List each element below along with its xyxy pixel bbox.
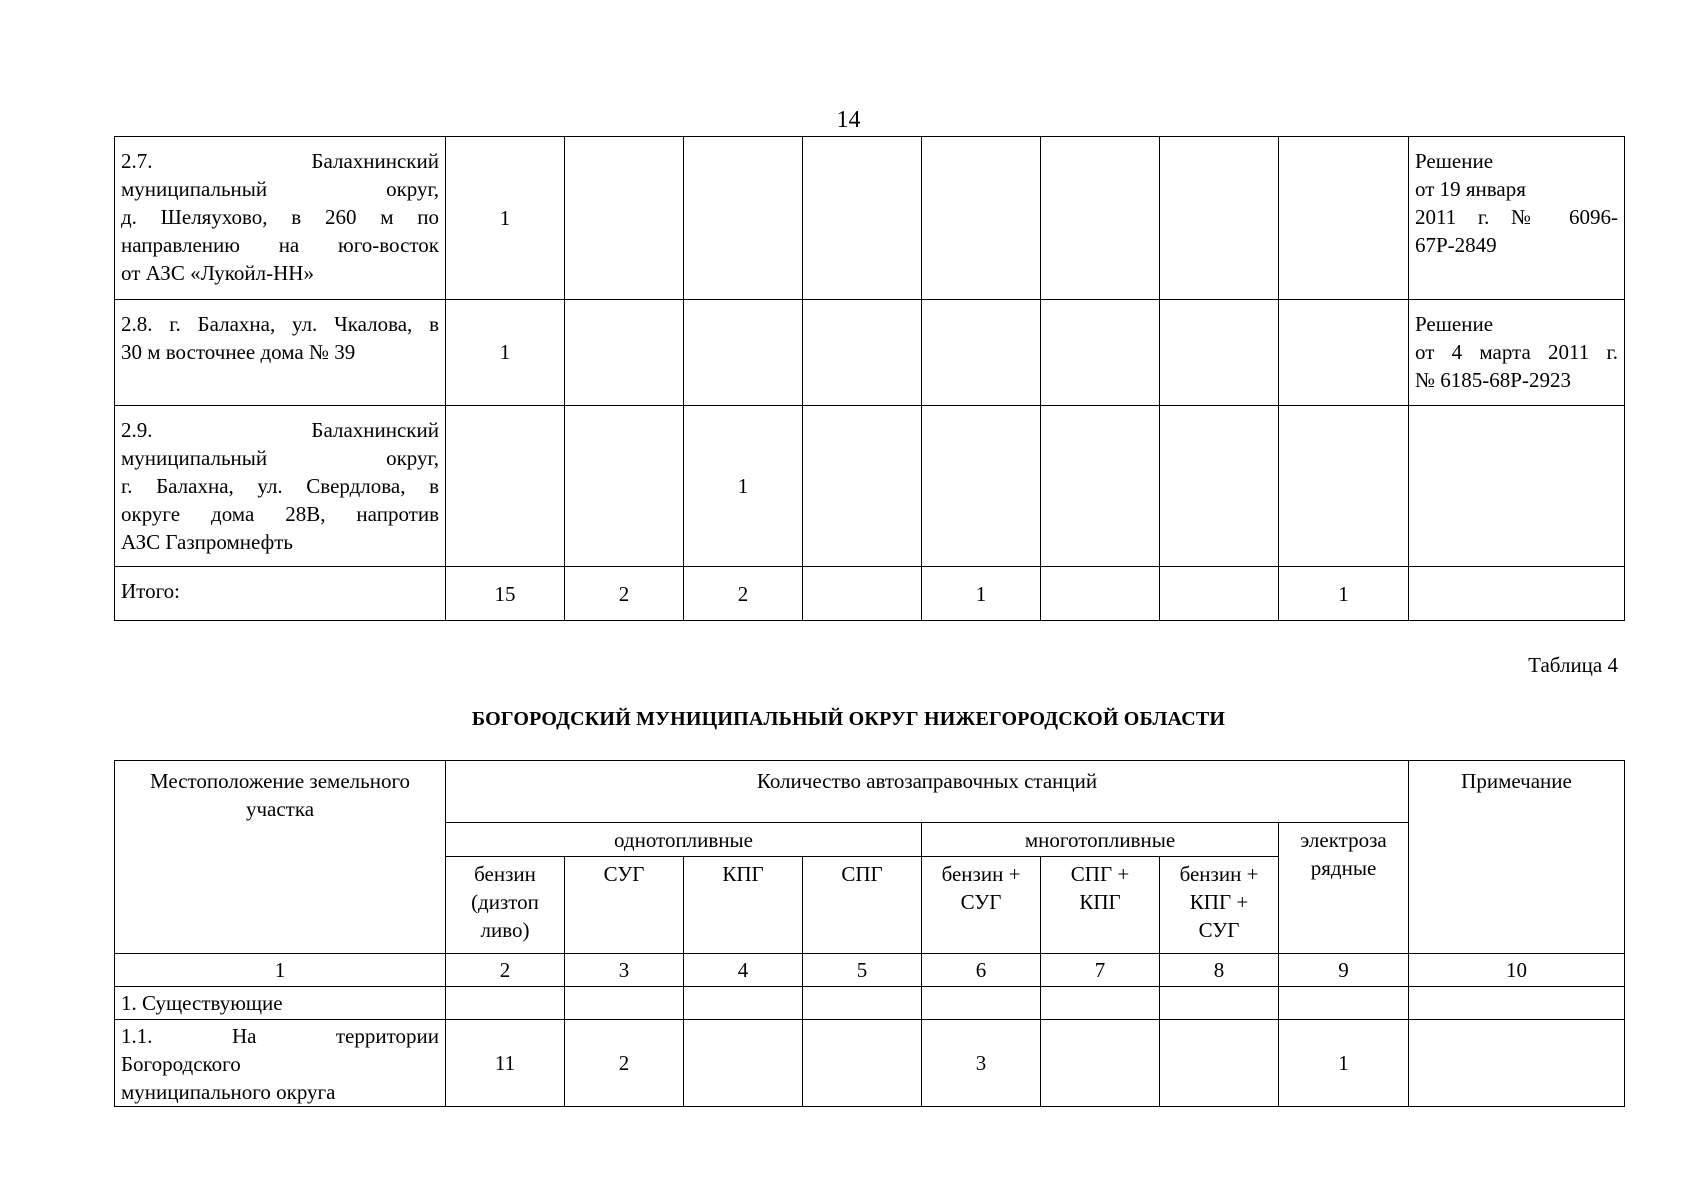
header-electric	[1279, 823, 1409, 954]
header-benzin	[446, 857, 565, 954]
value-cell	[1279, 137, 1409, 300]
header-line: СУГ	[1198, 918, 1240, 942]
column-number: 2	[446, 954, 565, 987]
location-line: 2.9. Балахнинский	[121, 418, 439, 442]
header-line: бензин	[474, 862, 536, 886]
total-label: Итого:	[115, 567, 446, 621]
table-3-continuation	[114, 136, 1625, 621]
location-line: округе дома 28В, напротив	[121, 502, 439, 526]
table-row	[115, 1020, 1625, 1107]
column-number-row	[115, 954, 1625, 987]
value-cell	[684, 300, 803, 406]
header-line: (дизтоп	[471, 890, 539, 914]
value-cell	[1041, 406, 1160, 567]
value-cell	[1160, 1020, 1279, 1107]
note-line: № 6185-68Р-2923	[1415, 368, 1571, 392]
value-cell	[565, 406, 684, 567]
header-spg-kpg	[1041, 857, 1160, 954]
header-benzin-sug	[922, 857, 1041, 954]
header-single-fuel: однотопливные	[446, 823, 922, 857]
header-sug: СУГ	[565, 857, 684, 954]
value-cell	[684, 137, 803, 300]
location-line: АЗС Газпромнефть	[121, 530, 293, 554]
column-number: 4	[684, 954, 803, 987]
value-cell	[446, 406, 565, 567]
table-title: БОГОРОДСКИЙ МУНИЦИПАЛЬНЫЙ ОКРУГ НИЖЕГОРОДСКОЙ ОБЛАСТИ	[471, 708, 1226, 730]
total-value	[1160, 567, 1279, 621]
column-number: 3	[565, 954, 684, 987]
total-value: 1	[1279, 567, 1409, 621]
location-line: г. Балахна, ул. Свердлова, в	[121, 474, 439, 498]
value-cell: 11	[446, 1020, 565, 1107]
header-count: Количество автозаправочных станций	[446, 761, 1409, 823]
value-cell	[565, 137, 684, 300]
total-note	[1409, 567, 1625, 621]
value-cell	[565, 300, 684, 406]
value-cell	[803, 406, 922, 567]
table-caption: Таблица 4	[1528, 653, 1618, 677]
note-cell	[1409, 1020, 1625, 1107]
column-number: 7	[1041, 954, 1160, 987]
page-number: 14	[836, 107, 861, 133]
table-4	[114, 760, 1625, 1107]
note-line: 2011 г. № 6096-	[1415, 205, 1618, 229]
note-line: 67Р-2849	[1415, 233, 1497, 257]
header-line: СПГ +	[1070, 862, 1130, 886]
value-cell	[922, 137, 1041, 300]
value-cell: 2	[565, 1020, 684, 1107]
location-line: муниципального округа	[121, 1080, 336, 1104]
header-note: Примечание	[1409, 761, 1625, 954]
value-cell	[922, 406, 1041, 567]
column-number: 10	[1409, 954, 1625, 987]
header-spg: СПГ	[803, 857, 922, 954]
total-value: 1	[922, 567, 1041, 621]
value-cell	[1279, 300, 1409, 406]
column-number: 5	[803, 954, 922, 987]
value-cell	[1041, 300, 1160, 406]
header-multi-fuel: многотопливные	[922, 823, 1279, 857]
value-cell: 1	[684, 406, 803, 567]
section-label: 1. Существующие	[115, 987, 446, 1020]
location-line: от АЗС «Лукойл-НН»	[121, 261, 314, 285]
location-line: д. Шеляухово, в 260 м по	[121, 205, 439, 229]
table-row	[115, 300, 1625, 406]
note-cell	[1409, 300, 1625, 406]
location-line: 1.1. На территории	[121, 1024, 439, 1048]
value-cell	[684, 1020, 803, 1107]
header-kpg: КПГ	[684, 857, 803, 954]
value-cell	[803, 137, 922, 300]
header-line: КПГ	[1079, 890, 1121, 914]
value-cell	[803, 300, 922, 406]
location-line: 2.7. Балахнинский	[121, 149, 439, 173]
header-line: Местоположение земельного	[149, 769, 411, 793]
note-cell	[1409, 137, 1625, 300]
value-cell	[1160, 300, 1279, 406]
value-cell: 3	[922, 1020, 1041, 1107]
column-number: 8	[1160, 954, 1279, 987]
total-value: 2	[565, 567, 684, 621]
note-line: от 4 марта 2011 г.	[1415, 340, 1618, 364]
header-location	[115, 761, 446, 954]
location-line: 2.8. г. Балахна, ул. Чкалова, в	[121, 312, 439, 336]
note-line: Решение	[1415, 312, 1494, 336]
value-cell: 1	[446, 300, 565, 406]
section-row	[115, 987, 1625, 1020]
value-cell	[922, 300, 1041, 406]
header-line: бензин +	[941, 862, 1021, 886]
header-line: электроза	[1300, 828, 1387, 852]
note-cell	[1409, 406, 1625, 567]
value-cell	[1160, 406, 1279, 567]
note-line: от 19 января	[1415, 177, 1526, 201]
total-value: 2	[684, 567, 803, 621]
value-cell: 1	[446, 137, 565, 300]
header-benzin-kpg-sug	[1160, 857, 1279, 954]
header-line: рядные	[1310, 856, 1377, 880]
location-cell	[115, 1020, 446, 1107]
total-value: 15	[446, 567, 565, 621]
header-line: КПГ +	[1189, 890, 1249, 914]
header-line: СУГ	[960, 890, 1002, 914]
location-cell	[115, 300, 446, 406]
header-line: бензин +	[1179, 862, 1259, 886]
value-cell	[803, 1020, 922, 1107]
value-cell	[1279, 406, 1409, 567]
total-value	[803, 567, 922, 621]
location-line: направлению на юго-восток	[121, 233, 439, 257]
note-line: Решение	[1415, 149, 1494, 173]
location-line: 30 м восточнее дома № 39	[121, 340, 356, 364]
table-row	[115, 406, 1625, 567]
column-number: 9	[1279, 954, 1409, 987]
column-number: 1	[115, 954, 446, 987]
value-cell	[1160, 137, 1279, 300]
value-cell	[1041, 1020, 1160, 1107]
table-row	[115, 137, 1625, 300]
location-cell	[115, 137, 446, 300]
location-line: муниципальный округ,	[121, 177, 439, 201]
location-line: муниципальный округ,	[121, 446, 439, 470]
header-row	[115, 761, 1625, 823]
total-value	[1041, 567, 1160, 621]
column-number: 6	[922, 954, 1041, 987]
value-cell: 1	[1279, 1020, 1409, 1107]
total-row	[115, 567, 1625, 621]
header-line: ливо)	[480, 918, 530, 942]
location-line: Богородского	[121, 1052, 241, 1076]
value-cell	[1041, 137, 1160, 300]
header-line: участка	[245, 797, 315, 821]
location-cell	[115, 406, 446, 567]
